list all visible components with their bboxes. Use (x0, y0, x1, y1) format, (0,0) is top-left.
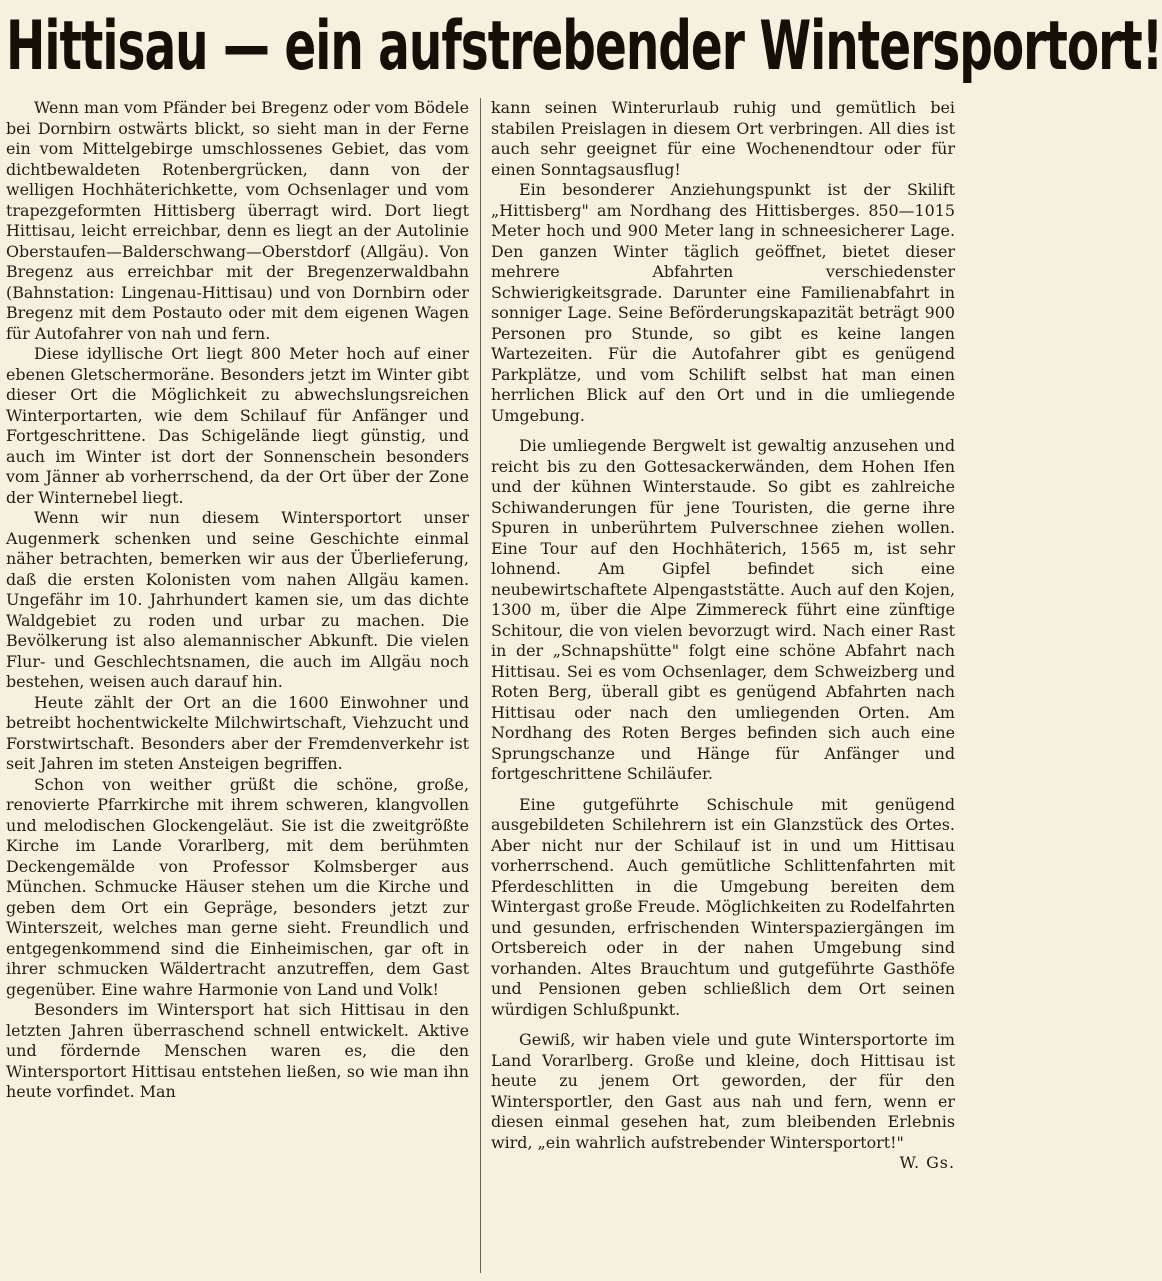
column-divider (480, 98, 481, 1273)
article-paragraph: Wenn man vom Pfänder bei Bregenz oder vom Bödele bei Dornbirn ostwärts blickt, so sieht man in der Ferne ein vom Mittelgebirge umschlossenes Gebiet, das vom dichtbewaldeten Rotenbergrücken, dann von der welligen Hochhäterichkette, vom Ochsenlager und vom trapezgeformten Hittisberg überragt wird. Dort liegt Hittisau, leicht erreichbar, denn es liegt an der Autolinie Oberstaufen—Balderschwang—Oberstdorf (Allgäu). Von Bregenz aus erreichbar mit der Bregenzerwaldbahn (Bahnstation: Lingenau-Hittisau) und von Dornbirn oder Bregenz mit dem Postauto oder mit dem eigenen Wagen für Autofahrer von nah und fern. (6, 98, 469, 343)
article-column-left (6, 98, 469, 1103)
article-paragraph: Diese idyllische Ort liegt 800 Meter hoch auf einer ebenen Gletschermoräne. Besonders jetzt im Winter gibt dieser Ort die Möglichkeit zu abwechslungsreichen Winterportarten, wie dem Schilauf für Anfänger und Fortgeschrittene. Das Schigelände liegt günstig, und auch im Winter ist dort der Sonnenschein besonders vom Jänner ab vorherrschend, da der Ort über der Zone der Winternebel liegt. (6, 344, 469, 507)
article-column-right (491, 98, 955, 1174)
author-signature: W. Gs. (899, 1153, 955, 1172)
article-paragraph: kann seinen Winterurlaub ruhig und gemütlich bei stabilen Preislagen in diesem Ort verbringen. All dies ist auch sehr geeignet für eine Wochenendtour oder für einen Sonntagsausflug! (491, 98, 955, 179)
article-headline: Hittisau — ein aufstrebender Wintersportort! (6, 6, 1162, 87)
article-paragraph: Eine gutgeführte Schischule mit genügend ausgebildeten Schilehrern ist ein Glanzstück des Ortes. Aber nicht nur der Schilauf ist in und um Hittisau vorherrschend. Auch gemütliche Schlittenfahrten mit Pferdeschlitten in die Umgebung bereiten dem Wintergast große Freude. Möglichkeiten zu Rodelfahrten und gesunden, erfrischenden Winterspaziergängen im Ortsbereich oder in der nahen Umgebung sind vorhanden. Altes Brauchtum und gutgeführte Gasthöfe und Pensionen geben schließlich dem Ort seinen würdigen Schlußpunkt. (491, 794, 955, 1019)
article-paragraph-final (491, 1030, 955, 1172)
article-final-text: Gewiß, wir haben viele und gute Wintersportorte im Land Vorarlberg. Große und kleine, doch Hittisau ist heute zu jenem Ort geworden, der für den Wintersportler, den Gast aus nah und fern, wenn er diesen einmal gesehen hat, zum bleibenden Erlebnis wird, „ein wahrlich aufstrebender Wintersportort!" (491, 1030, 955, 1152)
article-paragraph: Ein besonderer Anziehungspunkt ist der Skilift „Hittisberg" am Nordhang des Hittisberges. 850—1015 Meter hoch und 900 Meter lang in schneesicherer Lage. Den ganzen Winter täglich geöffnet, bietet dieser mehrere Abfahrten verschiedenster Schwierigkeitsgrade. Darunter eine Familienabfahrt in sonniger Lage. Seine Beförderungskapazität beträgt 900 Personen pro Stunde, so gibt es keine langen Wartezeiten. Für die Autofahrer gibt es genügend Parkplätze, und vom Schilift selbst hat man einen herrlichen Blick auf den Ort und in die umliegende Umgebung. (491, 180, 955, 425)
article-paragraph: Besonders im Wintersport hat sich Hittisau in den letzten Jahren überraschend schnell entwickelt. Aktive und fördernde Menschen waren es, die den Wintersportort Hittisau entstehen ließen, so wie man ihn heute vorfindet. Man (6, 1000, 469, 1101)
article-paragraph: Wenn wir nun diesem Wintersportort unser Augenmerk schenken und seine Geschichte einmal näher betrachten, bemerken wir aus der Überlieferung, daß die ersten Kolonisten vom nahen Allgäu kamen. Ungefähr im 10. Jahrhundert kamen sie, um das dichte Waldgebiet zu roden und urbar zu machen. Die Bevölkerung ist also alemannischer Abkunft. Die vielen Flur- und Geschlechtsnamen, die auch im Allgäu noch bestehen, weisen auch darauf hin. (6, 508, 469, 691)
article-paragraph: Heute zählt der Ort an die 1600 Einwohner und betreibt hochentwickelte Milchwirtschaft, Viehzucht und Forstwirtschaft. Besonders aber der Fremdenverkehr ist seit Jahren im steten Ansteigen begriffen. (6, 692, 469, 773)
article-paragraph: Die umliegende Bergwelt ist gewaltig anzusehen und reicht bis zu den Gottesackerwänden, dem Hohen Ifen und der kühnen Winterstaude. So gibt es zahlreiche Schiwanderungen für jene Touristen, die gerne ihre Spuren in unberührtem Pulverschnee ziehen wollen. Eine Tour auf den Hochhäterich, 1565 m, ist sehr lohnend. Am Gipfel befindet sich eine neubewirtschaftete Alpengaststätte. Auch auf den Kojen, 1300 m, über die Alpe Zimmereck führt eine zünftige Schitour, die von vielen bevorzugt wird. Nach einer Rast in der „Schnapshütte" folgt eine schöne Abfahrt nach Hittisau. Sei es vom Ochsenlager, dem Schweizberg und Roten Berg, überall gibt es genügend Abfahrten nach Hittisau oder nach den umliegenden Orten. Am Nordhang des Roten Berges befinden sich auch eine Sprungschanze und Hänge für Anfänger und fortgeschrittene Schiläufer. (491, 436, 955, 783)
article-paragraph: Schon von weither grüßt die schöne, große, renovierte Pfarrkirche mit ihrem schweren, klangvollen und melodischen Glockengeläut. Sie ist die zweitgrößte Kirche im Lande Vorarlberg, mit dem berühmten Deckengemälde von Professor Kolmsberger aus München. Schmucke Häuser stehen um die Kirche und geben dem Ort ein Gepräge, besonders jetzt zur Winterszeit, welches man gerne sieht. Freundlich und entgegenkommend sind die Einheimischen, gar oft in ihrer schmucken Wäldertracht anzutreffen, dem Gast gegenüber. Eine wahre Harmonie von Land und Volk! (6, 774, 469, 999)
